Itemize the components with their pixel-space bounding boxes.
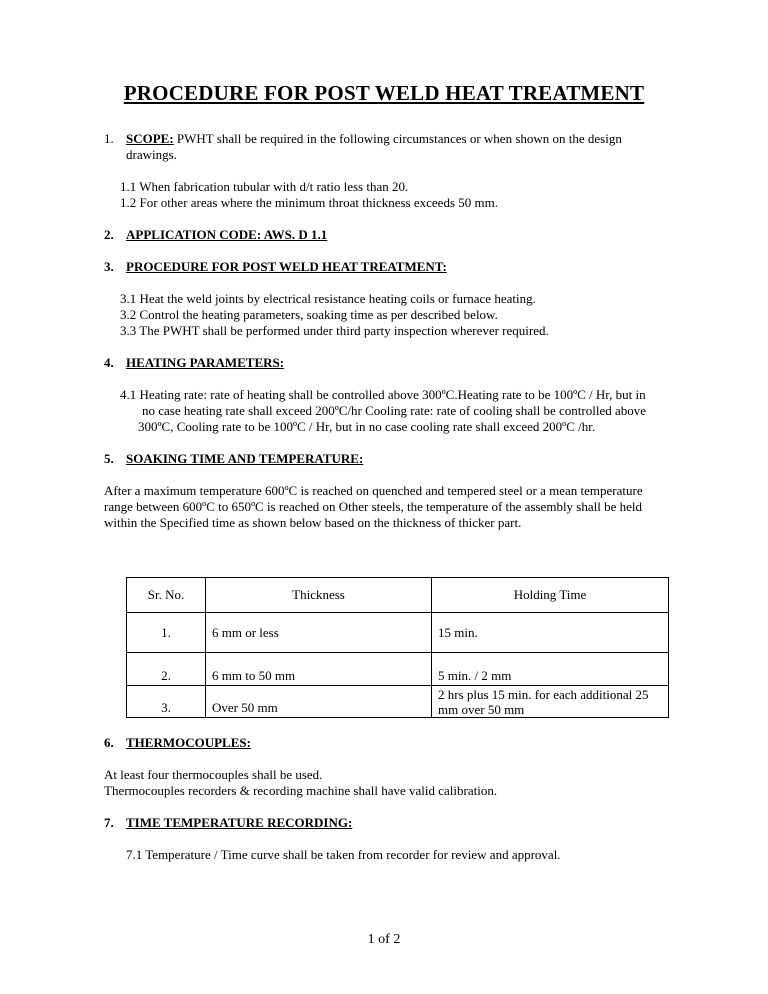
table-row bbox=[127, 653, 669, 686]
table-row bbox=[127, 613, 669, 653]
section-2-heading: APPLICATION CODE: AWS. D 1.1 bbox=[126, 227, 328, 242]
cell-thickness: Over 50 mm bbox=[206, 686, 432, 718]
section-4-line-2: no case heating rate shall exceed 200ºC/hr Cooling rate: rate of cooling shall be controlled above bbox=[142, 403, 646, 418]
section-4-line-1: 4.1 Heating rate: rate of heating shall be controlled above 300ºC.Heating rate to be 100ºC / Hr, but in bbox=[120, 387, 646, 402]
section-6-line-1: At least four thermocouples shall be used. bbox=[104, 767, 323, 782]
section-3-item-3: 3.3 The PWHT shall be performed under third party inspection wherever required. bbox=[120, 323, 549, 338]
cell-holding: 5 min. / 2 mm bbox=[432, 653, 669, 686]
section-5-number: 5. bbox=[104, 451, 114, 466]
page-title: PROCEDURE FOR POST WELD HEAT TREATMENT bbox=[123, 81, 645, 105]
section-6-line-2: Thermocouples recorders & recording machine shall have valid calibration. bbox=[104, 783, 498, 798]
section-1-text: PWHT shall be required in the following circumstances or when shown on the design bbox=[176, 131, 622, 146]
section-5-line-2: range between 600ºC to 650ºC is reached on Other steels, the temperature of the assembly shall be held bbox=[104, 499, 643, 514]
header-holding-time: Holding Time bbox=[432, 578, 669, 613]
cell-holding-line-2: mm over 50 mm bbox=[438, 701, 525, 717]
cell-holding: 15 min. bbox=[432, 613, 669, 653]
section-1-item-1: 1.1 When fabrication tubular with d/t ratio less than 20. bbox=[120, 179, 409, 194]
section-5-line-1: After a maximum temperature 600ºC is reached on quenched and tempered steel or a mean temperature bbox=[104, 483, 643, 498]
cell-sr: 2. bbox=[127, 653, 206, 686]
section-3-heading: PROCEDURE FOR POST WELD HEAT TREATMENT: bbox=[126, 259, 447, 274]
cell-holding bbox=[432, 686, 669, 718]
section-7-heading: TIME TEMPERATURE RECORDING: bbox=[126, 815, 353, 830]
section-4-line-3: 300ºC, Cooling rate to be 100ºC / Hr, but in no case cooling rate shall exceed 200ºC /hr. bbox=[138, 419, 596, 434]
cell-thickness: 6 mm or less bbox=[206, 613, 432, 653]
section-1-line-1 bbox=[126, 131, 622, 147]
section-7-number: 7. bbox=[104, 815, 114, 830]
section-1-number: 1. bbox=[104, 131, 114, 146]
header-thickness: Thickness bbox=[206, 578, 432, 613]
section-1-text-cont: drawings. bbox=[126, 147, 177, 162]
section-6-number: 6. bbox=[104, 735, 114, 750]
section-5-heading: SOAKING TIME AND TEMPERATURE: bbox=[126, 451, 364, 466]
section-2-number: 2. bbox=[104, 227, 114, 242]
cell-sr: 1. bbox=[127, 613, 206, 653]
section-3-item-2: 3.2 Control the heating parameters, soaking time as per described below. bbox=[120, 307, 498, 322]
section-4-heading: HEATING PARAMETERS: bbox=[126, 355, 285, 370]
cell-sr: 3. bbox=[127, 686, 206, 718]
section-3-item-1: 3.1 Heat the weld joints by electrical resistance heating coils or furnace heating. bbox=[120, 291, 536, 306]
table-header-row bbox=[127, 578, 669, 613]
section-1-item-2: 1.2 For other areas where the minimum throat thickness exceeds 50 mm. bbox=[120, 195, 498, 210]
section-5-line-3: within the Specified time as shown below based on the thickness of thicker part. bbox=[104, 515, 522, 530]
cell-thickness: 6 mm to 50 mm bbox=[206, 653, 432, 686]
cell-holding-line-1: 2 hrs plus 15 min. for each additional 25 bbox=[438, 686, 649, 702]
section-1-heading: SCOPE: bbox=[126, 131, 174, 146]
section-7-item-1: 7.1 Temperature / Time curve shall be taken from recorder for review and approval. bbox=[126, 847, 561, 862]
section-4-number: 4. bbox=[104, 355, 114, 370]
holding-time-table bbox=[126, 577, 669, 718]
section-6-heading: THERMOCOUPLES: bbox=[126, 735, 251, 750]
header-sr-no: Sr. No. bbox=[127, 578, 206, 613]
page-number: 1 of 2 bbox=[367, 932, 401, 947]
section-3-number: 3. bbox=[104, 259, 114, 274]
table-row bbox=[127, 686, 669, 718]
